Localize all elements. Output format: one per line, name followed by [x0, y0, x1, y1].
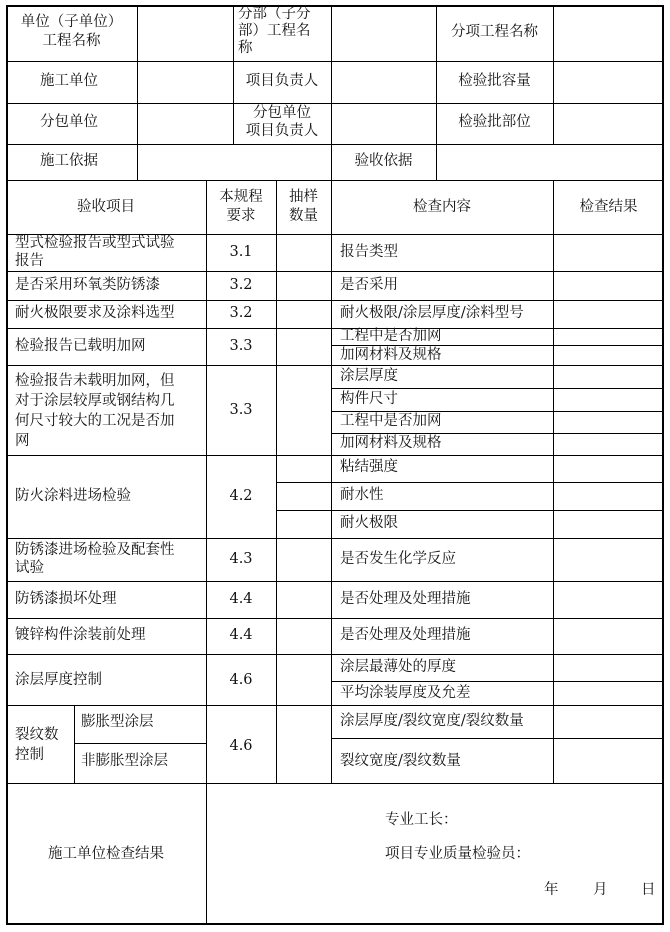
unit-project-label: [6, 13, 137, 51]
row-content: 是否处理及处理措施: [340, 591, 471, 607]
item-project-label: 分项工程名称: [451, 24, 538, 40]
date-day-label: 日: [641, 882, 656, 898]
row-content: 工程中是否加网: [340, 328, 442, 344]
row-item: [15, 371, 175, 451]
row-content: 平均涂装厚度及允差: [340, 685, 471, 701]
label-line: 何尺寸较大的工况是否加: [15, 413, 175, 429]
subcontractor-label: 分包单位: [40, 114, 98, 130]
row-content: 加网材料及规格: [340, 347, 442, 363]
column-header-spec: [206, 188, 276, 226]
row-content: 构件尺寸: [340, 391, 398, 407]
grid-line: [6, 144, 664, 145]
row-content: 涂层最薄处的厚度: [340, 659, 456, 675]
row-item: 是否采用环氧类防锈漆: [15, 277, 160, 293]
grid-line: [137, 5, 138, 180]
grid-line: [206, 783, 207, 925]
column-header-sample: [276, 188, 331, 226]
row-content: 报告类型: [340, 244, 398, 260]
grid-line: [276, 180, 277, 783]
label-line: 型式检验报告或型式试验: [15, 235, 175, 251]
row-content: 裂纹宽度/裂纹数量: [340, 753, 461, 769]
row-spec: 4.2: [229, 488, 253, 504]
grid-line: [276, 482, 664, 483]
construction-unit-label: 施工单位: [40, 73, 98, 89]
foreman-label: 专业工长：: [385, 812, 458, 828]
grid-line: [331, 738, 664, 739]
label-line: 工程名称: [42, 33, 101, 49]
grid-line: [331, 180, 332, 783]
label-line: 分包单位: [253, 105, 311, 121]
label-line: 网: [15, 433, 30, 449]
column-header-item: 验收项目: [77, 199, 135, 215]
sub-project-label: [238, 6, 330, 57]
row-spec: 3.2: [229, 277, 253, 293]
grid-line: [6, 103, 664, 104]
row-content: 耐水性: [340, 487, 384, 503]
grid-line: [331, 681, 664, 682]
grid-line: [6, 180, 664, 181]
construction-basis-label: 施工依据: [40, 153, 98, 169]
row-content: 是否处理及处理措施: [340, 627, 471, 643]
row-content: 是否采用: [340, 277, 398, 293]
row-item: 防火涂料进场检验: [15, 488, 131, 504]
label-line: 本规程: [219, 189, 263, 205]
row-content: 耐火极限: [340, 515, 398, 531]
label-line: 检验报告未载明加网，但: [15, 373, 175, 389]
grid-line: [6, 581, 664, 582]
grid-line: [206, 180, 207, 783]
row-spec: 3.3: [229, 338, 253, 354]
inspector-label: 项目专业质量检验员：: [385, 846, 530, 862]
label-line: 要求: [226, 208, 256, 224]
result-label: 施工单位检查结果: [48, 846, 164, 862]
project-manager-label: 项目负责人: [245, 73, 319, 89]
grid-line: [6, 61, 664, 62]
row-item: [15, 541, 175, 577]
row-item: 检验报告已载明加网: [15, 338, 146, 354]
grid-line: [6, 705, 664, 706]
grid-line: [6, 455, 664, 456]
grid-line: [331, 388, 664, 389]
row-content: 涂层厚度: [340, 368, 398, 384]
date-month-label: 月: [593, 882, 608, 898]
label-line: 控制: [15, 747, 44, 763]
grid-line: [553, 180, 554, 783]
label-line: 防锈漆进场检验及配套性: [15, 542, 175, 558]
row-spec: 4.4: [229, 627, 253, 643]
row-item: 耐火极限要求及涂料选型: [15, 305, 175, 321]
label-line: 裂纹数: [15, 727, 59, 743]
grid-line: [6, 300, 664, 301]
grid-line: [6, 365, 664, 366]
row-item: 涂层厚度控制: [15, 672, 102, 688]
grid-line: [6, 538, 664, 539]
row-spec: 4.3: [229, 551, 253, 567]
row-subitem: 非膨胀型涂层: [81, 753, 168, 769]
row-spec: 3.3: [229, 402, 253, 418]
grid-line: [6, 654, 664, 655]
label-line: 单位（子单位）: [20, 14, 123, 30]
row-content: 涂层厚度/裂纹宽度/裂纹数量: [340, 713, 524, 729]
date-year-label: 年: [544, 882, 559, 898]
row-item: 镀锌构件涂装前处理: [15, 627, 146, 643]
row-subitem: 膨胀型涂层: [81, 714, 154, 730]
label-line: 称: [238, 40, 253, 56]
batch-capacity-label: 检验批容量: [458, 73, 531, 89]
row-item: [15, 725, 59, 765]
row-spec: 4.4: [229, 591, 253, 607]
column-header-content: 检查内容: [413, 199, 471, 215]
grid-line: [276, 510, 664, 511]
grid-line: [6, 271, 664, 272]
inspection-form: [6, 5, 664, 925]
grid-line: [6, 783, 664, 784]
grid-line: [553, 5, 554, 144]
row-content: 是否发生化学反应: [340, 551, 456, 567]
row-spec: 3.1: [229, 244, 253, 260]
row-content: 加网材料及规格: [340, 435, 442, 451]
label-line: 项目负责人: [245, 123, 319, 139]
label-line: 数量: [289, 208, 318, 224]
row-spec: 4.6: [229, 738, 253, 754]
acceptance-basis-label: 验收依据: [354, 153, 413, 169]
row-item: [15, 234, 175, 270]
label-line: 试验: [15, 560, 44, 576]
row-content: 耐火极限/涂层厚度/涂料型号: [340, 305, 524, 321]
label-line: 对于涂层较厚或钢结构几: [15, 393, 175, 409]
grid-line: [6, 328, 664, 329]
row-content: 粘结强度: [340, 459, 398, 475]
row-content: 工程中是否加网: [340, 413, 442, 429]
label-line: 部）工程名: [238, 23, 311, 39]
label-line: 抽样: [289, 189, 318, 205]
grid-line: [6, 618, 664, 619]
label-line: 报告: [15, 253, 44, 269]
row-item: 防锈漆损坏处理: [15, 591, 117, 607]
row-spec: 3.2: [229, 305, 253, 321]
row-spec: 4.6: [229, 672, 253, 688]
column-header-result: 检查结果: [579, 199, 638, 215]
grid-line: [74, 743, 206, 744]
grid-line: [74, 705, 75, 783]
form-border: [6, 5, 664, 925]
sub-manager-label: [233, 104, 331, 140]
label-line: 分部（子分: [238, 6, 311, 22]
batch-location-label: 检验批部位: [458, 114, 531, 130]
